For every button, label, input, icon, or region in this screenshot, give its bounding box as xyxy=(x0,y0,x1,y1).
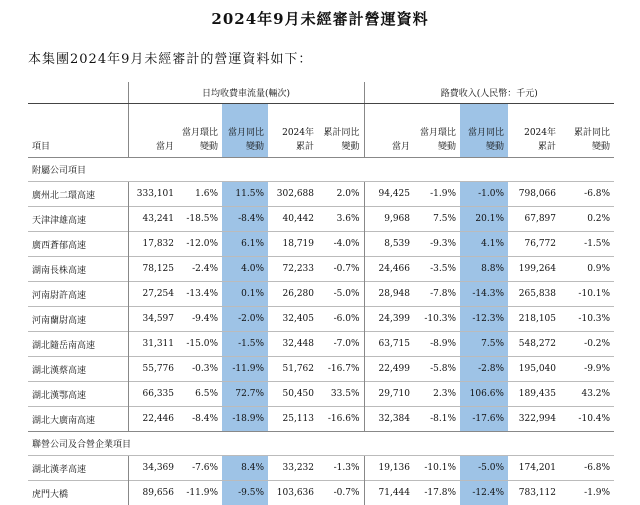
table-cell: 27,254 xyxy=(128,282,178,307)
table-cell: -1.9% xyxy=(560,481,614,505)
section-row xyxy=(28,158,614,182)
table-cell: 71,444 xyxy=(364,481,414,505)
table-cell: 51,762 xyxy=(268,357,318,382)
table-cell: 67,897 xyxy=(508,207,560,232)
table-cell: 20.1% xyxy=(460,207,508,232)
row-label: 廣西蒼郁高速 xyxy=(28,232,128,257)
table-cell: -2.8% xyxy=(460,357,508,382)
table-cell: 0.9% xyxy=(560,257,614,282)
table-cell: -9.3% xyxy=(414,232,460,257)
table-cell: -12.3% xyxy=(460,307,508,332)
table-row xyxy=(28,207,614,232)
table-cell: -9.4% xyxy=(178,307,222,332)
table-cell: 4.1% xyxy=(460,232,508,257)
table-cell: -15.0% xyxy=(178,332,222,357)
table-cell: 78,125 xyxy=(128,257,178,282)
table-cell: 34,597 xyxy=(128,307,178,332)
table-cell: 548,272 xyxy=(508,332,560,357)
table-cell: -17.6% xyxy=(460,407,508,432)
table-cell: -10.1% xyxy=(560,282,614,307)
table-cell: -5.0% xyxy=(318,282,364,307)
table-cell: 195,040 xyxy=(508,357,560,382)
table-cell: 72.7% xyxy=(222,382,268,407)
table-cell: 55,776 xyxy=(128,357,178,382)
column-header: 當月環比 變動 xyxy=(414,104,460,158)
table-cell: 4.0% xyxy=(222,257,268,282)
table-cell: 2.0% xyxy=(318,182,364,207)
table-cell: -16.6% xyxy=(318,407,364,432)
table-cell: 94,425 xyxy=(364,182,414,207)
row-label: 河南尉許高速 xyxy=(28,282,128,307)
table-cell: -11.9% xyxy=(178,481,222,505)
table-cell: 6.1% xyxy=(222,232,268,257)
table-cell: 32,384 xyxy=(364,407,414,432)
table-cell: 1.6% xyxy=(178,182,222,207)
table-cell: -3.5% xyxy=(414,257,460,282)
table-row xyxy=(28,332,614,357)
table-cell: -17.8% xyxy=(414,481,460,505)
column-header: 當月同比 變動 xyxy=(222,104,268,158)
table-cell: 7.5% xyxy=(460,332,508,357)
table-cell: -0.7% xyxy=(318,481,364,505)
table-cell: -7.6% xyxy=(178,456,222,481)
table-cell: -10.4% xyxy=(560,407,614,432)
table-cell: -2.4% xyxy=(178,257,222,282)
table-cell: -6.0% xyxy=(318,307,364,332)
column-header: 當月環比 變動 xyxy=(178,104,222,158)
table-row xyxy=(28,456,614,481)
table-cell: -1.9% xyxy=(414,182,460,207)
table-cell: 7.5% xyxy=(414,207,460,232)
section-title: 附屬公司項目 xyxy=(28,158,614,182)
table-cell: -12.4% xyxy=(460,481,508,505)
table-cell: 43,241 xyxy=(128,207,178,232)
table-row xyxy=(28,257,614,282)
table-cell: -8.4% xyxy=(178,407,222,432)
table-cell: -5.8% xyxy=(414,357,460,382)
table-cell: -1.5% xyxy=(222,332,268,357)
table-cell: 106.6% xyxy=(460,382,508,407)
table-cell: 174,201 xyxy=(508,456,560,481)
row-label: 廣州北二環高速 xyxy=(28,182,128,207)
column-header: 累計同比 變動 xyxy=(318,104,364,158)
table-cell: 76,772 xyxy=(508,232,560,257)
row-label: 湖北漢孝高速 xyxy=(28,456,128,481)
table-cell: 22,499 xyxy=(364,357,414,382)
table-cell: -1.5% xyxy=(560,232,614,257)
column-header: 當月 xyxy=(128,104,178,158)
table-cell: -11.9% xyxy=(222,357,268,382)
table-cell: -1.3% xyxy=(318,456,364,481)
table-cell: -1.0% xyxy=(460,182,508,207)
table-cell: -8.4% xyxy=(222,207,268,232)
table-cell: 43.2% xyxy=(560,382,614,407)
table-cell: -6.8% xyxy=(560,456,614,481)
table-cell: 32,405 xyxy=(268,307,318,332)
table-cell: 26,280 xyxy=(268,282,318,307)
column-header: 2024年 累計 xyxy=(508,104,560,158)
table-cell: 3.6% xyxy=(318,207,364,232)
table-cell: -10.1% xyxy=(414,456,460,481)
table-cell: 18,719 xyxy=(268,232,318,257)
section-row xyxy=(28,432,614,456)
row-label: 湖北隨岳南高速 xyxy=(28,332,128,357)
section-title: 聯營公司及合營企業項目 xyxy=(28,432,614,456)
table-cell: 11.5% xyxy=(222,182,268,207)
table-cell: 19,136 xyxy=(364,456,414,481)
table-cell: 199,264 xyxy=(508,257,560,282)
table-cell: 29,710 xyxy=(364,382,414,407)
table-cell: 28,948 xyxy=(364,282,414,307)
table-cell: 33,232 xyxy=(268,456,318,481)
table-cell: -0.7% xyxy=(318,257,364,282)
table-cell: 25,113 xyxy=(268,407,318,432)
row-label: 湖南長株高速 xyxy=(28,257,128,282)
table-cell: 24,399 xyxy=(364,307,414,332)
table-cell: -0.2% xyxy=(560,332,614,357)
table-cell: -7.0% xyxy=(318,332,364,357)
table-cell: 34,369 xyxy=(128,456,178,481)
table-cell: 50,450 xyxy=(268,382,318,407)
table-row xyxy=(28,282,614,307)
table-cell: 265,838 xyxy=(508,282,560,307)
group-header-toll: 路費收入(人民幣：千元) xyxy=(364,82,614,104)
table-cell: -9.9% xyxy=(560,357,614,382)
table-cell: -2.0% xyxy=(222,307,268,332)
table-cell: -18.9% xyxy=(222,407,268,432)
table-cell: 89,656 xyxy=(128,481,178,505)
table-cell: -5.0% xyxy=(460,456,508,481)
operating-data-table xyxy=(28,82,614,505)
table-cell: -12.0% xyxy=(178,232,222,257)
table-row xyxy=(28,357,614,382)
table-cell: 218,105 xyxy=(508,307,560,332)
column-header: 當月同比 變動 xyxy=(460,104,508,158)
table-cell: -8.1% xyxy=(414,407,460,432)
table-cell: 72,233 xyxy=(268,257,318,282)
table-cell: -13.4% xyxy=(178,282,222,307)
table-row xyxy=(28,307,614,332)
document-title: 2024年9月未經審計營運資料 xyxy=(0,8,640,29)
row-label: 虎門大橋 xyxy=(28,481,128,505)
column-header: 累計同比 變動 xyxy=(560,104,614,158)
group-header-row xyxy=(28,82,614,104)
table-cell: 8.4% xyxy=(222,456,268,481)
table-cell: 798,066 xyxy=(508,182,560,207)
column-header: 項目 xyxy=(28,104,128,158)
table-cell: -0.3% xyxy=(178,357,222,382)
row-label: 湖北大廣南高速 xyxy=(28,407,128,432)
table-cell: 189,435 xyxy=(508,382,560,407)
group-header-traffic: 日均收費車流量(輛次) xyxy=(128,82,364,104)
table-cell: 63,715 xyxy=(364,332,414,357)
table-cell: -10.3% xyxy=(414,307,460,332)
table-cell: 0.1% xyxy=(222,282,268,307)
row-label: 天津津雄高速 xyxy=(28,207,128,232)
table-cell: 66,335 xyxy=(128,382,178,407)
row-label: 湖北漢鄂高速 xyxy=(28,382,128,407)
table-row xyxy=(28,382,614,407)
table-cell: 40,442 xyxy=(268,207,318,232)
table-cell: -9.5% xyxy=(222,481,268,505)
table-cell: 783,112 xyxy=(508,481,560,505)
table-cell: 6.5% xyxy=(178,382,222,407)
table-cell: -16.7% xyxy=(318,357,364,382)
table-row xyxy=(28,407,614,432)
row-label: 湖北漢蔡高速 xyxy=(28,357,128,382)
table-cell: -6.8% xyxy=(560,182,614,207)
table-cell: -8.9% xyxy=(414,332,460,357)
table-cell: 8.8% xyxy=(460,257,508,282)
table-cell: -7.8% xyxy=(414,282,460,307)
table-row xyxy=(28,232,614,257)
table-cell: 33.5% xyxy=(318,382,364,407)
table-cell: 0.2% xyxy=(560,207,614,232)
table-cell: -14.3% xyxy=(460,282,508,307)
table-cell: 322,994 xyxy=(508,407,560,432)
table-cell: 24,466 xyxy=(364,257,414,282)
table-row xyxy=(28,481,614,505)
column-header: 當月 xyxy=(364,104,414,158)
intro-text: 本集團2024年9月未經審計的營運資料如下： xyxy=(28,48,312,67)
table-cell: 2.3% xyxy=(414,382,460,407)
column-header: 2024年 累計 xyxy=(268,104,318,158)
table-cell: 17,832 xyxy=(128,232,178,257)
table-row xyxy=(28,182,614,207)
column-header-row xyxy=(28,104,614,158)
table-cell: 22,446 xyxy=(128,407,178,432)
table-cell: 333,101 xyxy=(128,182,178,207)
table-cell: 302,688 xyxy=(268,182,318,207)
table-cell: 103,636 xyxy=(268,481,318,505)
table-cell: -10.3% xyxy=(560,307,614,332)
table-cell: 32,448 xyxy=(268,332,318,357)
table-cell: -18.5% xyxy=(178,207,222,232)
table-cell: 9,968 xyxy=(364,207,414,232)
table-cell: 8,539 xyxy=(364,232,414,257)
table-cell: 31,311 xyxy=(128,332,178,357)
row-label: 河南蘭尉高速 xyxy=(28,307,128,332)
table-cell: -4.0% xyxy=(318,232,364,257)
